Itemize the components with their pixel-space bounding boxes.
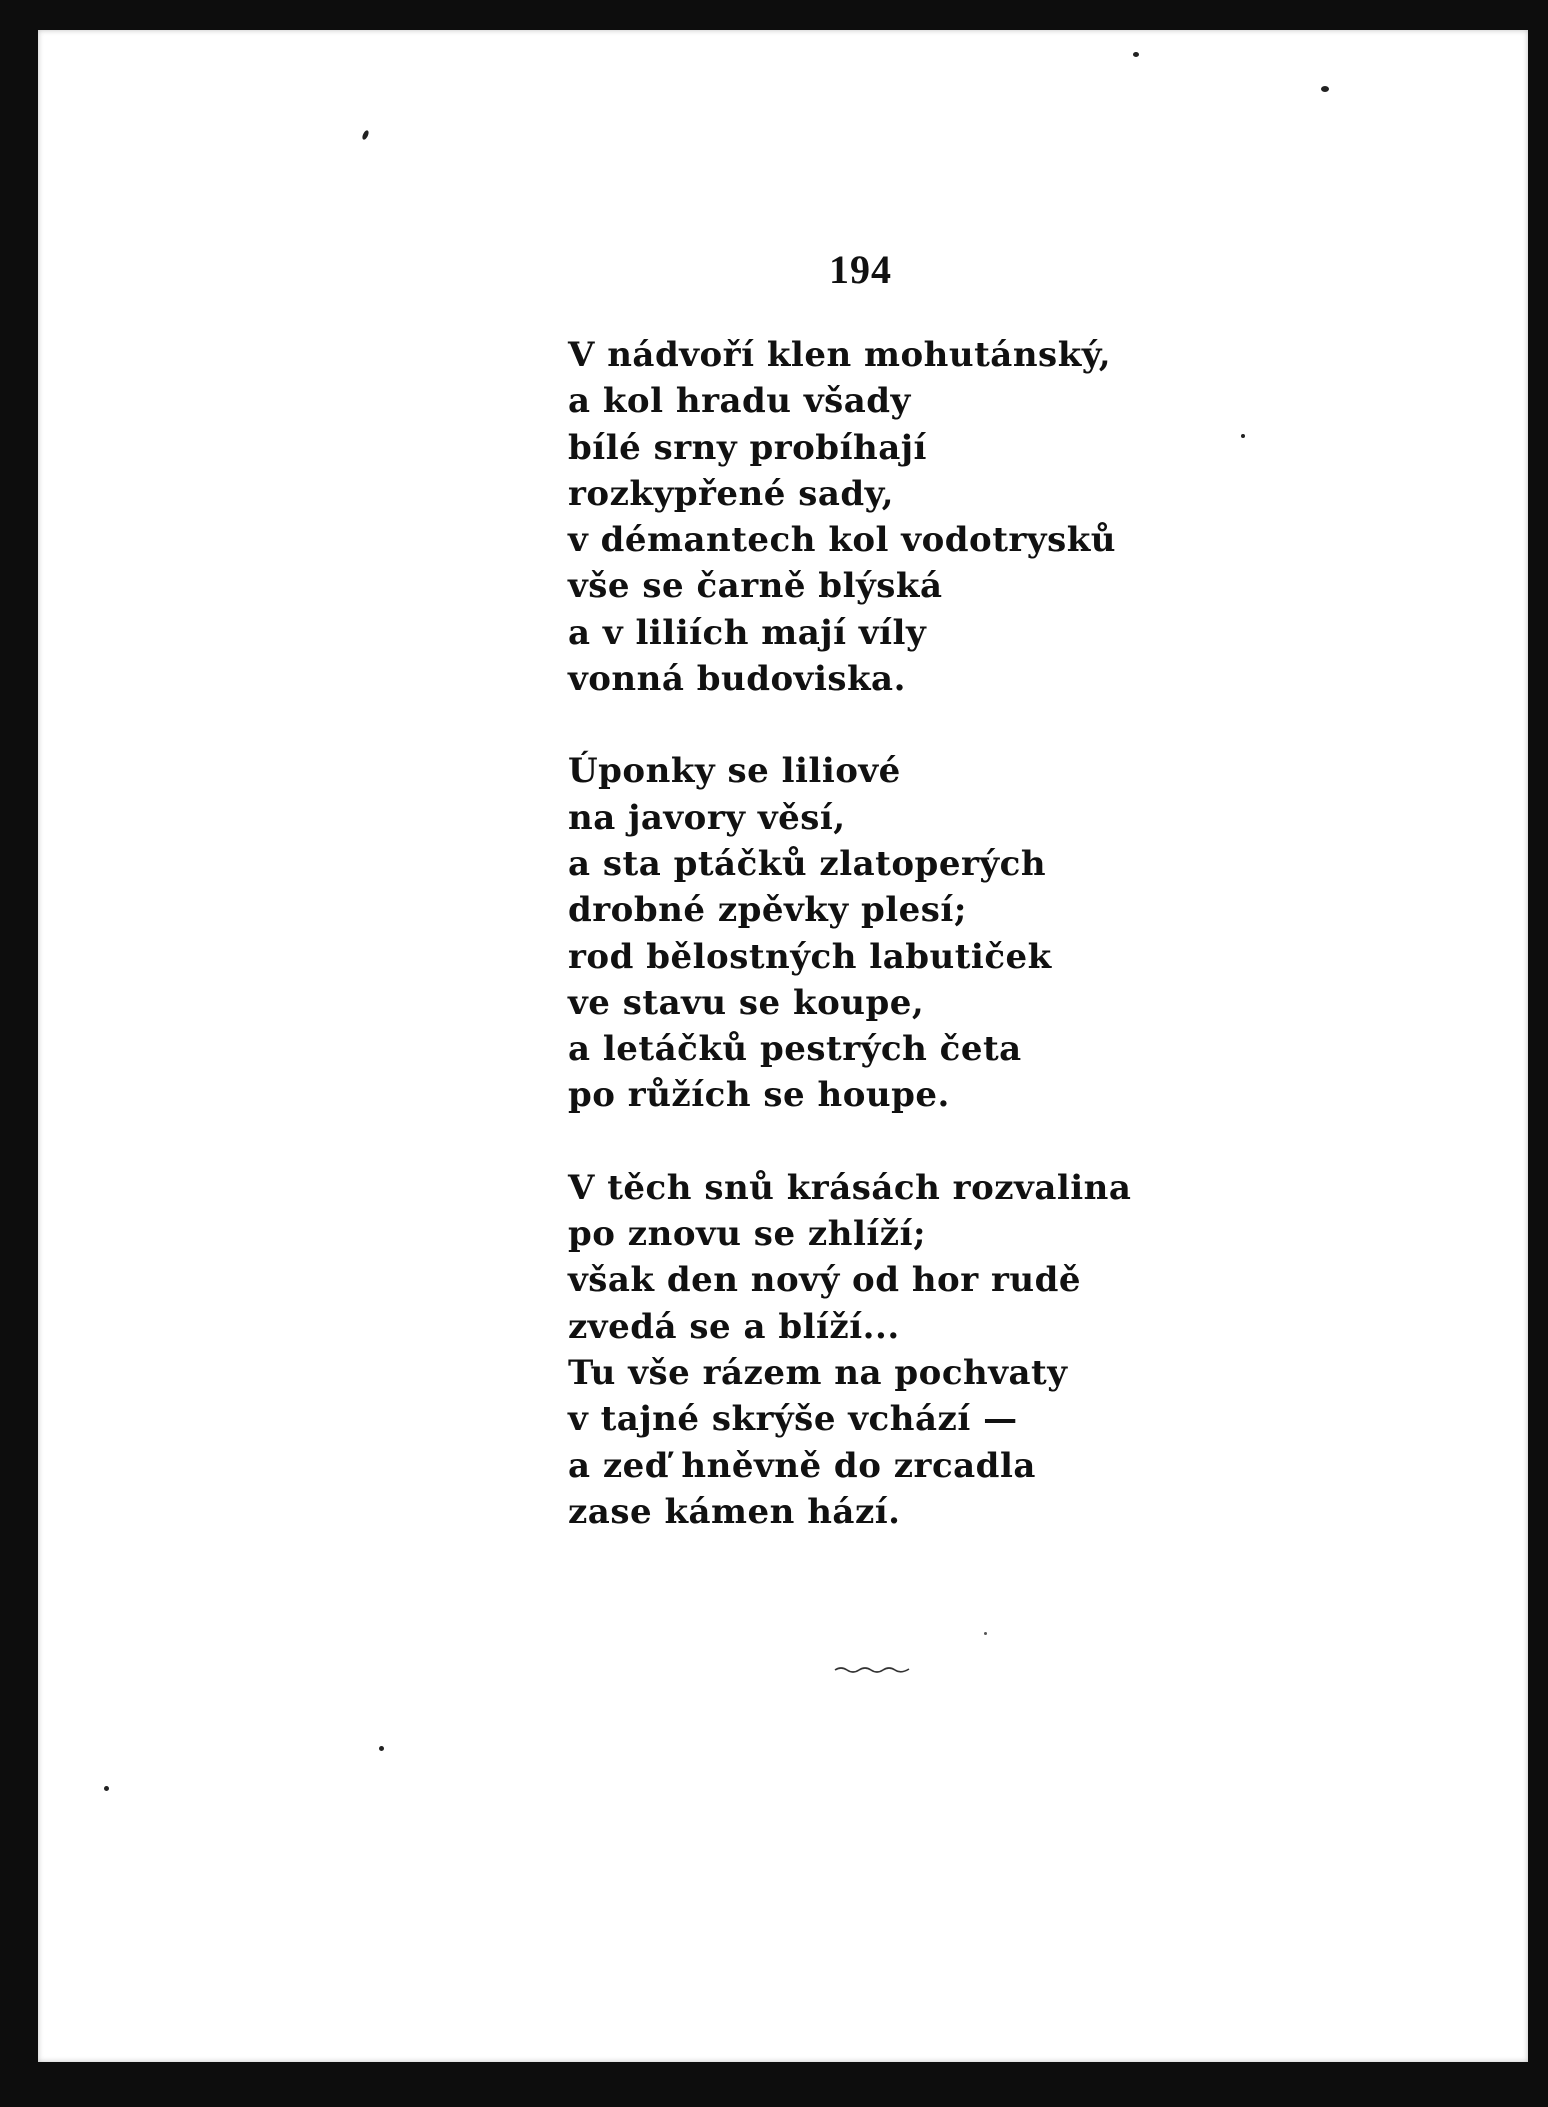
poem-line: vonná budoviska. <box>568 659 906 700</box>
stanza-2 <box>568 748 1131 1118</box>
poem-line: zase kámen hází. <box>568 1491 901 1532</box>
scan-speck <box>379 1746 384 1751</box>
scan-speck <box>361 129 370 140</box>
page-number: 194 <box>829 247 892 292</box>
poem-line: drobné zpěvky plesí; <box>568 890 967 931</box>
scan-speck <box>104 1786 109 1791</box>
book-page <box>38 30 1528 2062</box>
poem-line: v tajné skrýše vchází — <box>568 1399 1018 1440</box>
stanza-1 <box>568 332 1131 702</box>
poem-line: v démantech kol vodotrysků <box>568 520 1116 561</box>
poem-line: ve stavu se koupe, <box>568 982 925 1023</box>
stanza-3 <box>568 1165 1131 1535</box>
poem <box>568 332 1131 1581</box>
poem-line: vše se čarně blýská <box>568 566 943 607</box>
poem-line: Úponky se liliové <box>568 751 901 792</box>
poem-line: po znovu se zhlíží; <box>568 1214 927 1255</box>
poem-line: po růžích se houpe. <box>568 1075 950 1116</box>
poem-line: rozkypřené sady, <box>568 473 895 514</box>
poem-line: V nádvoří klen mohutánský, <box>568 335 1112 375</box>
poem-line: a v liliích mají víly <box>568 612 927 653</box>
poem-line: zvedá se a blíží... <box>568 1306 900 1347</box>
poem-line: V těch snů krásách rozvalina <box>568 1167 1132 1208</box>
poem-line: rod bělostných labutiček <box>568 936 1052 977</box>
poem-line: na javory věsí, <box>568 797 846 838</box>
poem-line: a kol hradu všady <box>568 381 911 422</box>
poem-line: Tu vše rázem na pochvaty <box>568 1352 1068 1393</box>
poem-line: a sta ptáčků zlatoperých <box>568 843 1047 884</box>
end-ornament <box>833 1665 911 1673</box>
poem-line: bílé srny probíhají <box>568 427 927 468</box>
poem-line: a letáčků pestrých četa <box>568 1029 1022 1070</box>
poem-line: však den nový od hor rudě <box>568 1260 1082 1301</box>
scan-speck <box>1133 52 1139 57</box>
poem-line: a zeď hněvně do zrcadla <box>568 1445 1036 1486</box>
scan-speck <box>1241 434 1245 438</box>
scan-speck <box>1321 86 1329 92</box>
scan-speck <box>984 1632 987 1635</box>
